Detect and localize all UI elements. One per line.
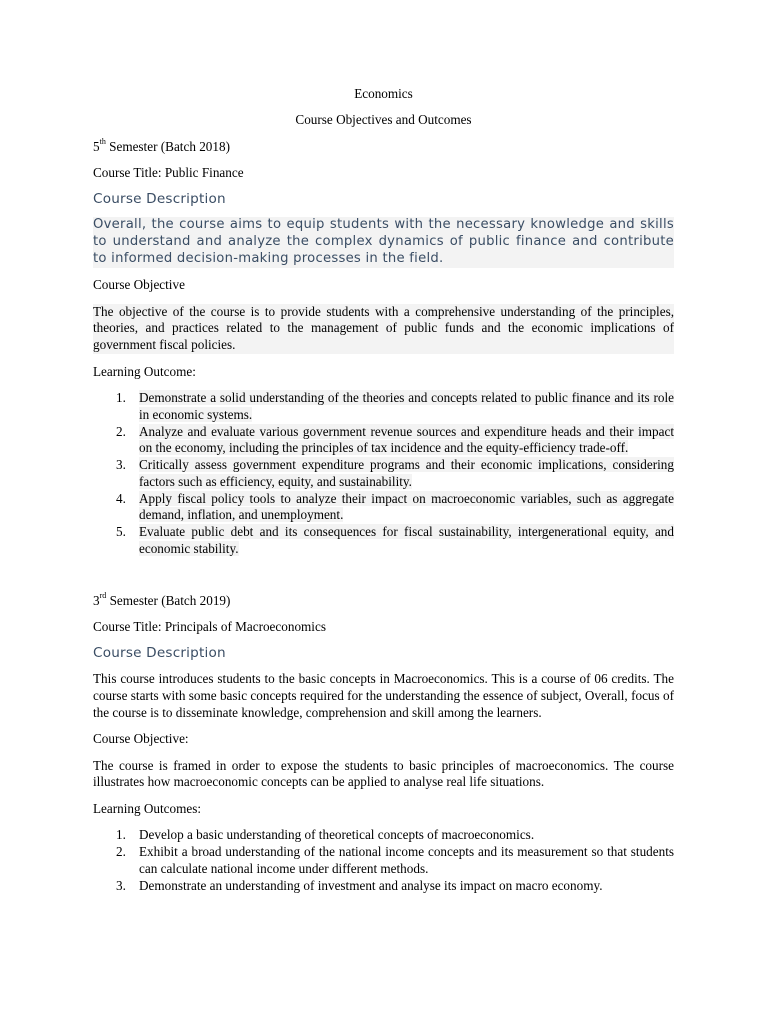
semester-number: 5 [93,138,100,154]
semester-ordinal: th [99,137,106,147]
list-item: 4. Apply fiscal policy tools to analyze their impact on macroeconomic variables, such as aggregate demand, inflation, and unemployment. [116,490,674,523]
course-objective-heading-1: Course Objective [93,277,185,293]
list-item: 3. Demonstrate an understanding of investment and analyse its impact on macro economy. [116,877,603,893]
list-item: 3. Critically assess government expenditure programs and their economic implications, considering factors such as efficiency, equity, and sustainability. [116,457,674,489]
learning-outcomes-list-1 [93,390,674,558]
semester-number: 3 [93,592,100,608]
semester-label: Semester (Batch 2019) [106,592,231,608]
course-description-1: Overall, the course aims to equip students with the necessary knowledge and skills to understand and analyze the complex dynamics of public finance and contribute to informed decision-making processes in the field. [93,217,674,266]
course-description-2: This course introduces students to the basic concepts in Macroeconomics. This is a course of 06 credits. The course starts with some basic concepts required for the understanding the essence of subject, Overall, focus of the course is to disseminate knowledge, comprehension and skill among the learners. [93,671,674,720]
learning-outcomes-list-2 [93,827,674,894]
semester-ordinal: rd [99,591,107,601]
learning-outcome-heading-2: Learning Outcomes: [93,800,202,816]
course-objective-heading-2: Course Objective: [93,731,189,747]
list-item: 1. Demonstrate a solid understanding of the theories and concepts related to public finance and its role in economic systems. [116,389,674,422]
course-objective-1: The objective of the course is to provide students with a comprehensive understanding of the principles, theories, and practices related to the management of public funds and the economic implications of government fiscal policies. [93,303,674,353]
list-item: 1. Develop a basic understanding of theoretical concepts of macroeconomics. [116,827,535,843]
document-subtitle: Course Objectives and Outcomes [295,112,472,128]
course-description-heading-2: Course Description [93,644,226,661]
semester-label: Semester (Batch 2018) [105,138,230,154]
list-item: 2. Exhibit a broad understanding of the national income concepts and its measurement so that students can calculate national income under different methods. [116,844,674,876]
semester-heading-2 [93,593,674,610]
list-item: 5. Evaluate public debt and its consequences for fiscal sustainability, intergenerational equity, and economic stability. [116,524,674,557]
subject-title: Economics [354,86,413,101]
learning-outcome-heading-1: Learning Outcome: [93,363,196,379]
list-item: 2. Analyze and evaluate various government revenue sources and expenditure heads and their impact on the economy, including the principles of tax incidence and the equity-efficiency trade-off. [116,423,674,456]
document-page [93,86,674,894]
course-title-1: Course Title: Public Finance [93,165,244,181]
course-objective-2: The course is framed in order to expose the students to basic principles of macroeconomics. The course illustrates how macroeconomic concepts can be applied to analyse real life situations. [93,757,674,790]
course-title-2: Course Title: Principals of Macroeconomics [93,619,326,635]
course-description-heading-1: Course Description [93,190,226,207]
semester-heading-1 [93,139,674,156]
